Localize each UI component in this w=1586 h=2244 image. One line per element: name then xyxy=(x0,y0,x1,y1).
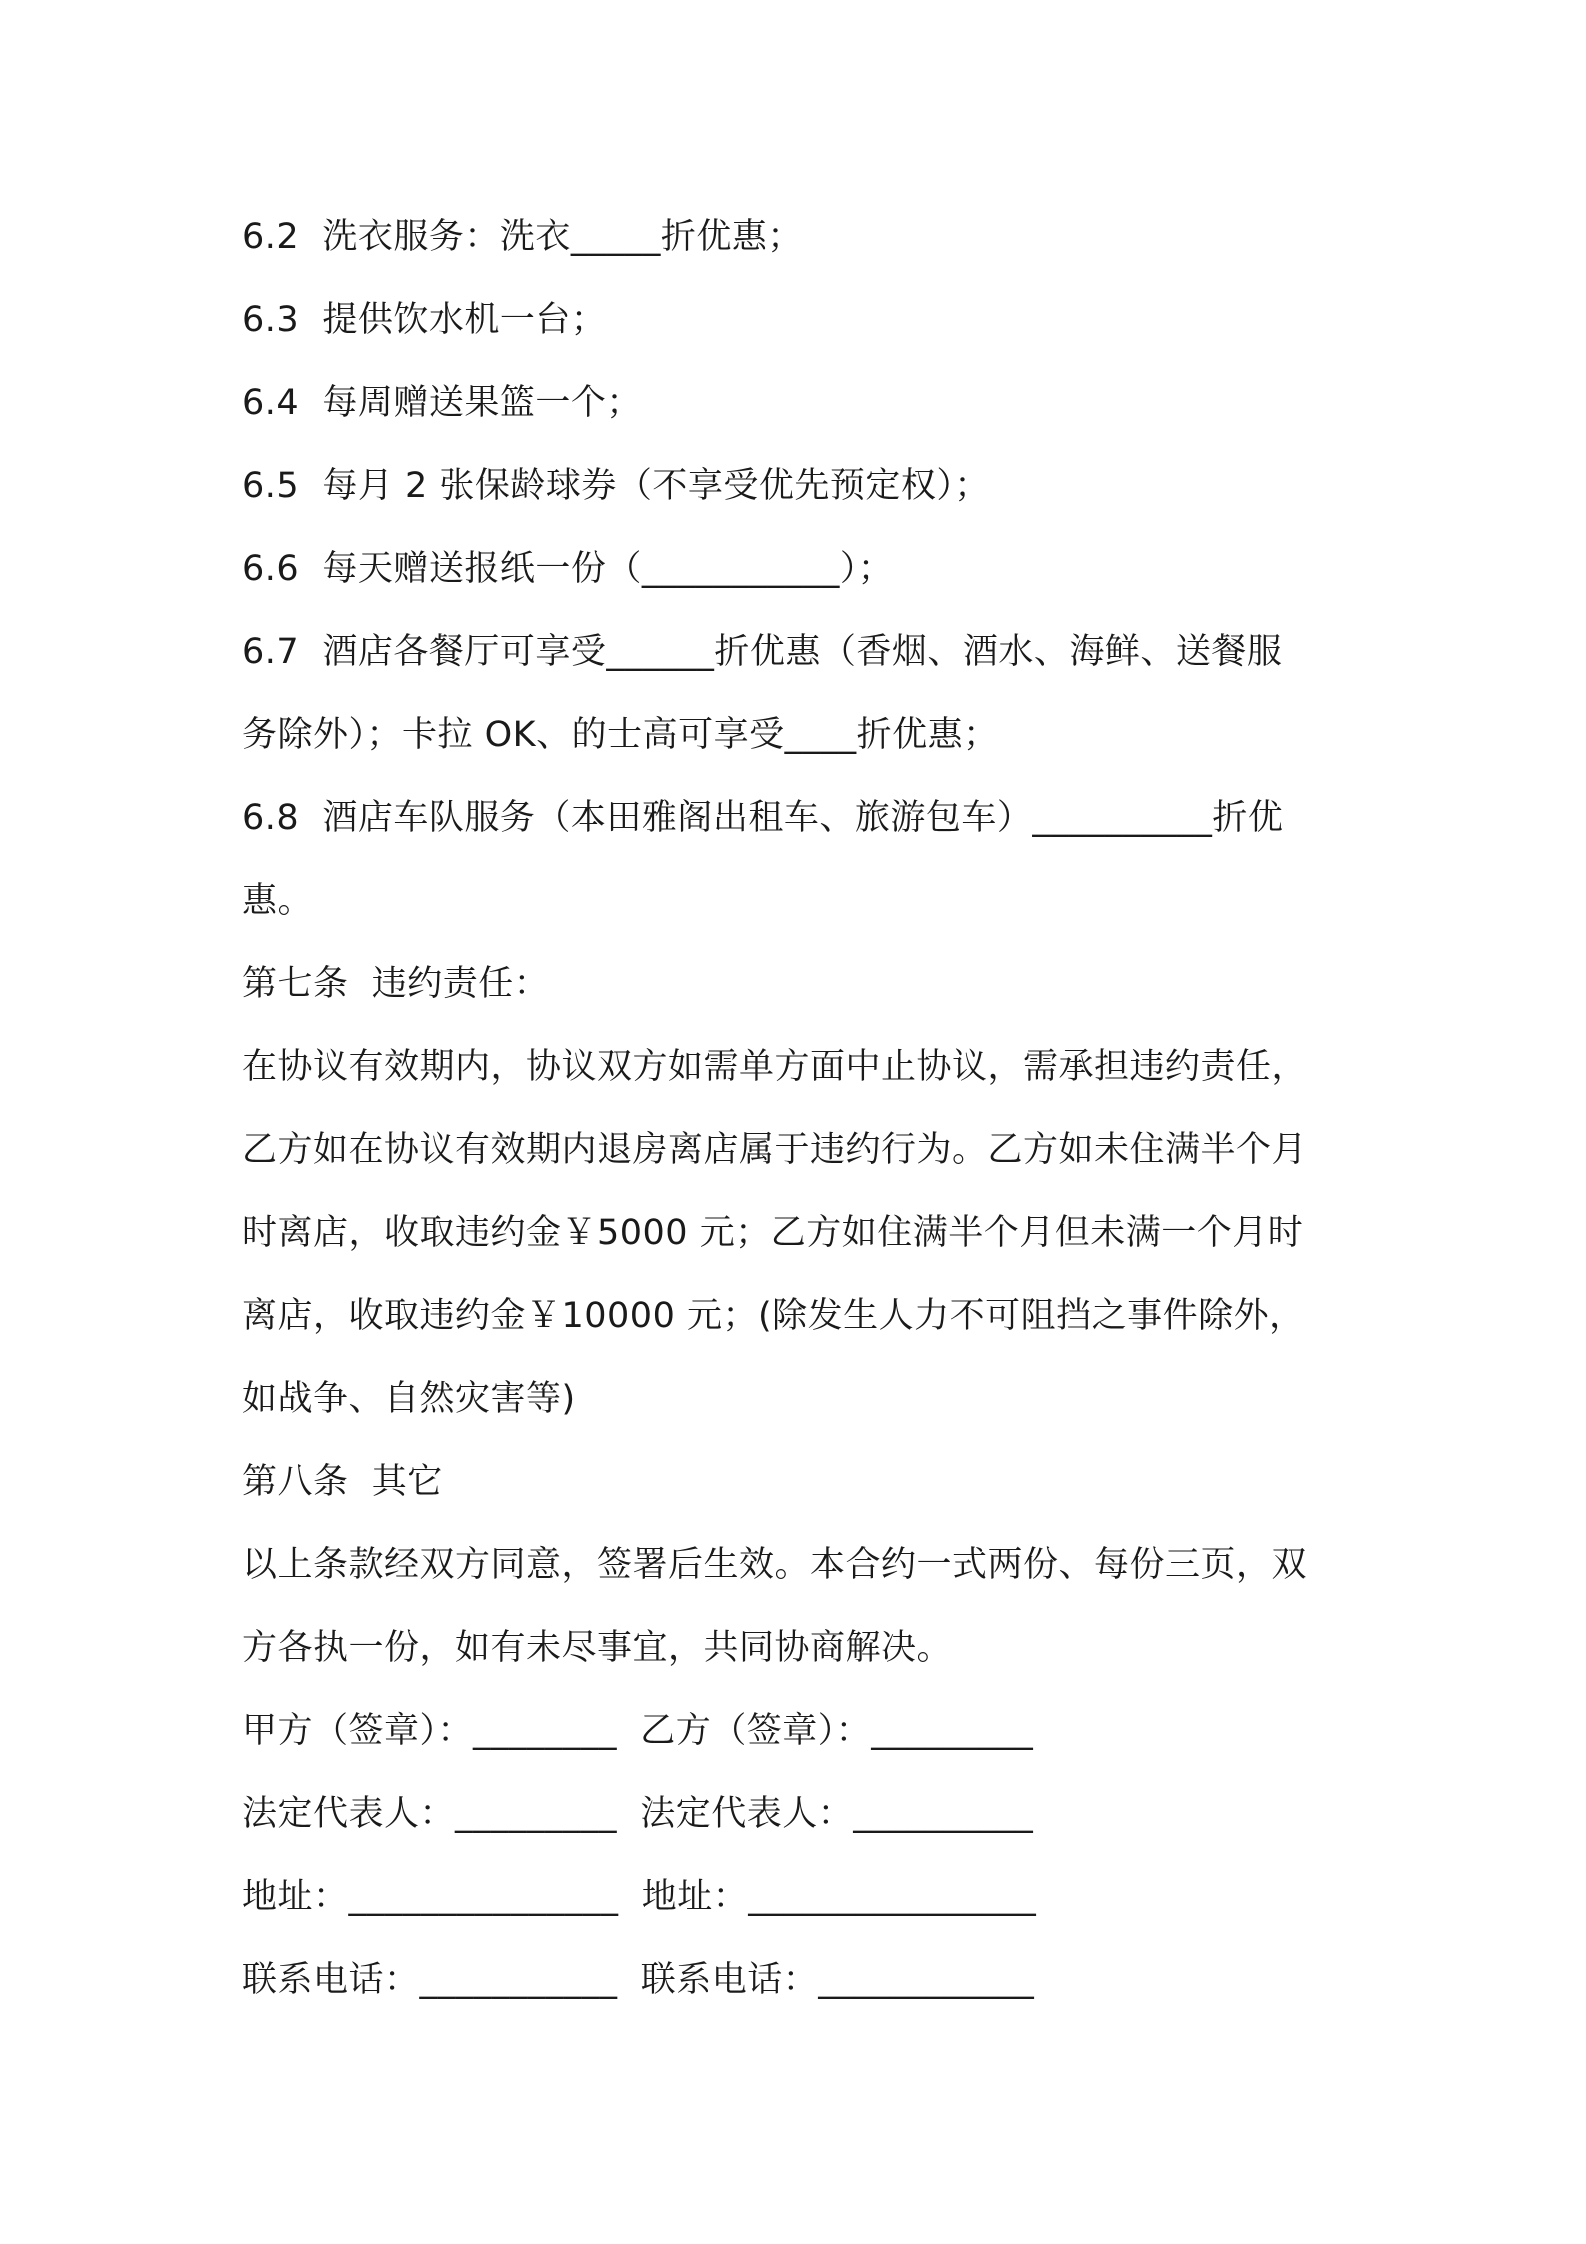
signature-row: 甲方（签章）：________ 乙方（签章）：_________ xyxy=(242,1711,1034,1751)
article-7-paragraph-line-3: 时离店，收取违约金￥5000 元；乙方如住满半个月但未满一个月时 xyxy=(242,1213,1304,1253)
clause-6-8-line-1: 6.8 酒店车队服务（本田雅阁出租车、旅游包车）__________折优 xyxy=(242,798,1284,838)
clause-6-2: 6.2 洗衣服务：洗衣_____折优惠； xyxy=(242,217,803,257)
article-7-paragraph-line-2: 乙方如在协议有效期内退房离店属于违约行为。乙方如未住满半个月 xyxy=(242,1130,1308,1170)
clause-6-7-line-2: 务除外）；卡拉 OK、的士高可享受____折优惠； xyxy=(242,715,999,755)
address-row: 地址：_______________ 地址：________________ xyxy=(242,1877,1037,1917)
clause-6-4: 6.4 每周赠送果篮一个； xyxy=(242,383,642,423)
article-8-paragraph-line-1: 以上条款经双方同意，签署后生效。本合约一式两份、每份三页，双 xyxy=(242,1545,1308,1585)
document-body xyxy=(242,196,1362,2022)
contact-phone-row: 联系电话：___________ 联系电话：____________ xyxy=(242,1960,1035,2000)
clause-6-7-line-1: 6.7 酒店各餐厅可享受______折优惠（香烟、酒水、海鲜、送餐服 xyxy=(242,632,1283,672)
article-7-paragraph-line-1: 在协议有效期内，协议双方如需单方面中止协议，需承担违约责任， xyxy=(242,1047,1308,1087)
article-8-heading: 第八条 其它 xyxy=(242,1462,443,1502)
article-7-paragraph-line-5: 如战争、自然灾害等) xyxy=(242,1379,576,1419)
clause-6-5: 6.5 每月 2 张保龄球券（不享受优先预定权）； xyxy=(242,466,990,506)
clause-6-3: 6.3 提供饮水机一台； xyxy=(242,300,607,340)
article-8-paragraph-line-2: 方各执一份，如有未尽事宜，共同协商解决。 xyxy=(242,1628,953,1668)
legal-representative-row: 法定代表人：_________ 法定代表人：__________ xyxy=(242,1794,1034,1834)
article-7-paragraph-line-4: 离店，收取违约金￥10000 元；(除发生人力不可阻挡之事件除外， xyxy=(242,1296,1305,1336)
clause-6-8-line-2: 惠。 xyxy=(242,881,314,921)
clause-6-6: 6.6 每天赠送报纸一份（___________）； xyxy=(242,549,894,589)
article-7-heading: 第七条 违约责任： xyxy=(242,964,550,1004)
